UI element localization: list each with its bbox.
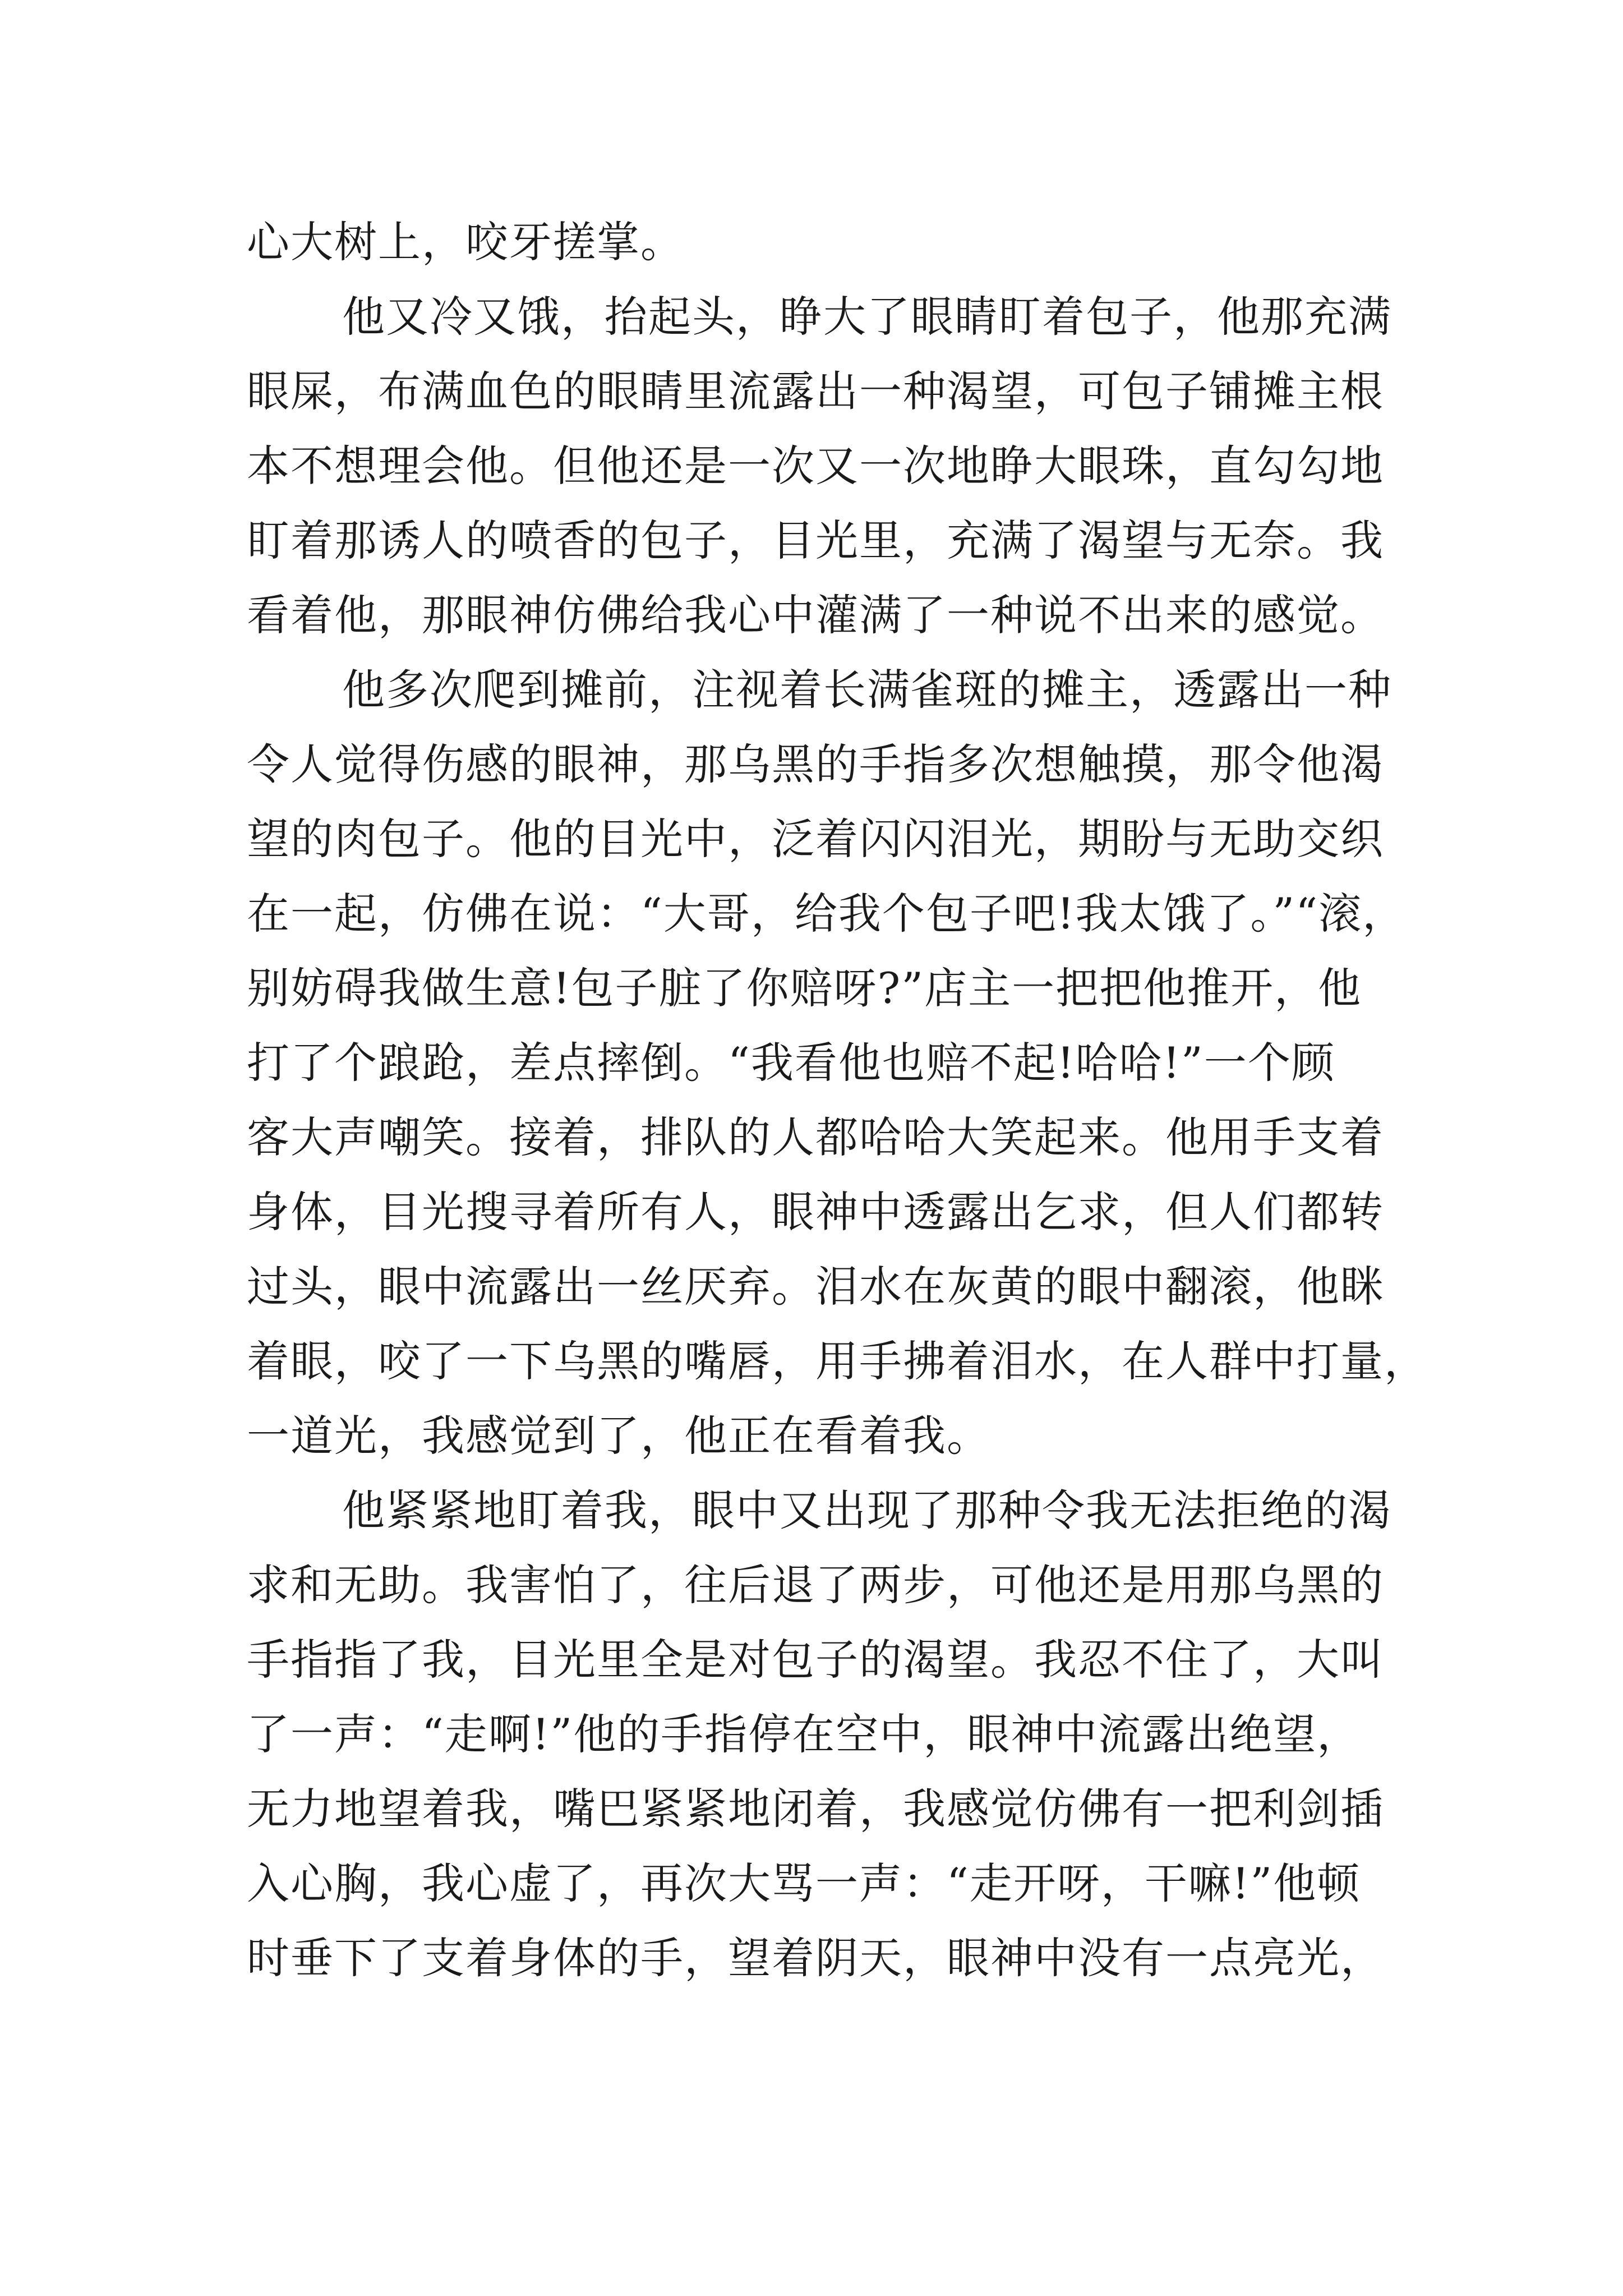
text-line: 入心胸，我心虚了，再次大骂一声：“走开呀，干嘛!”他顿	[247, 1858, 1361, 1908]
text-line: 眼屎，布满血色的眼睛里流露出一种渴望，可包子铺摊主根	[247, 366, 1384, 416]
text-line: 求和无助。我害怕了，往后退了两步，可他还是用那乌黑的	[247, 1560, 1384, 1610]
text-line: 他又冷又饿，抬起头，睁大了眼睛盯着包子，他那充满	[342, 292, 1392, 342]
body-text	[247, 205, 1428, 1995]
text-line: 在一起，仿佛在说：“大哥，给我个包子吧!我太饿了。”“滚，	[247, 889, 1407, 938]
text-line: 他多次爬到摊前，注视着长满雀斑的摊主，透露出一种	[342, 665, 1392, 715]
text-line: 别妨碍我做生意!包子脏了你赔呀?”店主一把把他推开，他	[247, 963, 1362, 1013]
text-line: 本不想理会他。但他还是一次又一次地睁大眼珠，直勾勾地	[247, 441, 1384, 491]
text-line: 看着他，那眼神仿佛给我心中灌满了一种说不出来的感觉。	[247, 590, 1384, 640]
text-line: 他紧紧地盯着我，眼中又出现了那种令我无法拒绝的渴	[342, 1485, 1392, 1535]
text-line: 时垂下了支着身体的手，望着阴天，眼神中没有一点亮光，	[247, 1933, 1384, 1983]
text-line: 了一声：“走啊!”他的手指停在空中，眼神中流露出绝望，	[247, 1709, 1361, 1759]
text-line: 望的肉包子。他的目光中，泛着闪闪泪光，期盼与无助交织	[247, 814, 1384, 864]
text-line: 打了个踉跄，差点摔倒。“我看他也赔不起!哈哈!”一个顾	[247, 1038, 1335, 1088]
text-line: 客大声嘲笑。接着，排队的人都哈哈大笑起来。他用手支着	[247, 1112, 1384, 1162]
text-line: 一道光，我感觉到了，他正在看着我。	[247, 1411, 990, 1461]
text-line: 身体，目光搜寻着所有人，眼神中透露出乞求，但人们都转	[247, 1187, 1384, 1237]
text-line: 盯着那诱人的喷香的包子，目光里，充满了渴望与无奈。我	[247, 516, 1384, 565]
text-line: 过头，眼中流露出一丝厌弃。泪水在灰黄的眼中翻滚，他眯	[247, 1262, 1384, 1312]
text-line: 令人觉得伤感的眼神，那乌黑的手指多次想触摸，那令他渴	[247, 739, 1384, 789]
text-line: 心大树上，咬牙搓掌。	[247, 217, 684, 267]
text-line: 着眼，咬了一下乌黑的嘴唇，用手拂着泪水，在人群中打量，	[247, 1336, 1428, 1386]
text-line: 无力地望着我，嘴巴紧紧地闭着，我感觉仿佛有一把利剑插	[247, 1784, 1384, 1834]
text-line: 手指指了我，目光里全是对包子的渴望。我忍不住了，大叫	[247, 1635, 1384, 1685]
